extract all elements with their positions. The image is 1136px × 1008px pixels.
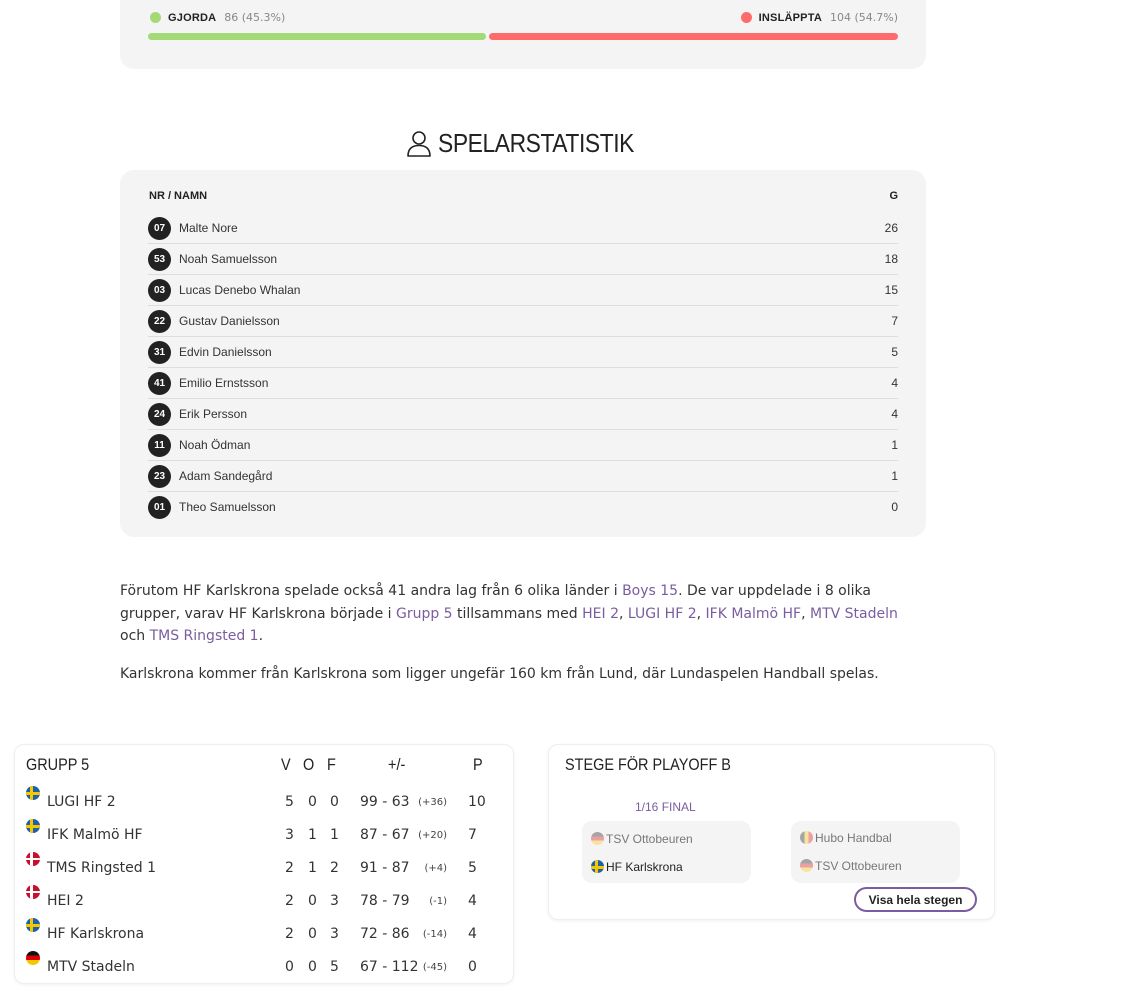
player-goals: 4 — [891, 407, 898, 421]
player-name: Erik Persson — [179, 407, 248, 421]
intro-text: och — [120, 628, 150, 644]
player-name: Theo Samuelsson — [179, 500, 276, 514]
group-table-row[interactable] — [26, 819, 513, 852]
column-header-losses: F — [327, 755, 336, 774]
column-header-wins: V — [281, 755, 291, 774]
points: 0 — [468, 959, 477, 975]
team-name[interactable]: IFK Malmö HF — [47, 827, 143, 843]
points: 10 — [468, 794, 486, 810]
team-name[interactable]: HF Karlskrona — [47, 926, 145, 942]
goal-diff: (+36) — [418, 797, 447, 808]
player-row — [148, 368, 898, 399]
score: 91 - 87 — [360, 860, 410, 876]
player-goals: 4 — [891, 376, 898, 390]
player-goals: 1 — [891, 469, 898, 483]
germany-flag-icon — [800, 859, 813, 872]
intro-text: . — [258, 628, 264, 644]
playoff-match[interactable] — [582, 821, 751, 883]
player-goals: 18 — [884, 252, 898, 266]
points: 7 — [468, 827, 477, 843]
column-header-name: NR / NAMN — [149, 190, 208, 202]
team-name[interactable]: MTV Stadeln — [47, 959, 135, 975]
player-name: Adam Sandegård — [179, 469, 273, 483]
location-paragraph: Karlskrona kommer från Karlskrona som ligger ungefär 160 km från Lund, där Lundaspelen Handball spelas. — [120, 666, 879, 682]
playoff-bracket-card — [548, 744, 995, 920]
player-number: 23 — [148, 465, 171, 488]
goals-scored-label: GJORDA — [168, 11, 217, 24]
intro-text: tillsammans med — [452, 605, 583, 622]
team-link[interactable]: MTV Stadeln — [810, 605, 898, 622]
person-icon — [406, 130, 432, 158]
goals-conceded-legend — [741, 11, 898, 24]
sweden-flag-icon — [26, 786, 40, 800]
player-goals: 15 — [884, 283, 898, 297]
team-name: TSV Ottobeuren — [815, 859, 902, 873]
player-goals: 1 — [891, 438, 898, 452]
wins: 0 — [285, 959, 294, 975]
group-table-header — [26, 755, 513, 779]
player-name: Noah Ödman — [179, 438, 251, 452]
player-row — [148, 492, 898, 522]
score: 67 - 112 — [360, 959, 419, 975]
player-number: 53 — [148, 248, 171, 271]
player-number: 03 — [148, 279, 171, 302]
sweden-flag-icon — [591, 860, 604, 873]
wins: 2 — [285, 860, 294, 876]
draws: 0 — [308, 959, 317, 975]
losses: 3 — [330, 926, 339, 942]
goals-scored-legend — [150, 11, 285, 24]
team-name: Hubo Handbal — [815, 831, 892, 845]
goal-diff: (+20) — [418, 830, 447, 841]
player-name: Noah Samuelsson — [179, 252, 278, 266]
player-stats-card — [120, 170, 926, 537]
score: 99 - 63 — [360, 794, 410, 810]
score: 72 - 86 — [360, 926, 410, 942]
goal-ratio-conceded-segment — [489, 33, 898, 40]
column-header-points: P — [473, 755, 483, 774]
losses: 3 — [330, 893, 339, 909]
conceded-dot-icon — [741, 12, 752, 23]
losses: 5 — [330, 959, 339, 975]
points: 4 — [468, 926, 477, 942]
intro-text: . De var uppdelade i 8 olika grupper, varav HF Karlskrona började i — [120, 583, 871, 622]
player-number: 07 — [148, 217, 171, 240]
group-link[interactable]: Grupp 5 — [395, 605, 453, 622]
playoff-title: STEGE FÖR PLAYOFF B — [565, 755, 731, 774]
player-row — [148, 399, 898, 430]
player-name: Emilio Ernstsson — [179, 376, 269, 390]
player-goals: 7 — [891, 314, 898, 328]
wins: 3 — [285, 827, 294, 843]
goal-diff: (-1) — [429, 896, 447, 907]
team-link[interactable]: TMS Ringsted 1 — [149, 628, 259, 644]
player-number: 41 — [148, 372, 171, 395]
goal-ratio-scored-segment — [148, 33, 486, 40]
player-row — [148, 244, 898, 275]
intro-text: , — [696, 605, 706, 622]
column-header-goals: G — [889, 190, 898, 202]
team-name[interactable]: LUGI HF 2 — [47, 794, 116, 810]
scored-dot-icon — [150, 12, 161, 23]
goals-conceded-label: INSLÄPPTA — [758, 11, 822, 24]
denmark-flag-icon — [26, 885, 40, 899]
group-table-row[interactable] — [26, 852, 513, 885]
losses: 2 — [330, 860, 339, 876]
wins: 5 — [285, 794, 294, 810]
intro-text: , — [801, 605, 811, 622]
draws: 0 — [308, 926, 317, 942]
group-table-row[interactable] — [26, 885, 513, 918]
player-name: Gustav Danielsson — [179, 314, 280, 328]
player-number: 31 — [148, 341, 171, 364]
column-header-draws: O — [303, 755, 315, 774]
group-table-row[interactable] — [26, 951, 513, 984]
player-stats-list — [148, 213, 898, 522]
column-header-goal-diff: +/- — [388, 755, 406, 774]
player-stats-title: SPELARSTATISTIK — [437, 128, 634, 158]
goal-ratio-bar — [148, 33, 898, 40]
player-row — [148, 275, 898, 306]
playoff-match[interactable] — [791, 821, 960, 883]
wins: 2 — [285, 893, 294, 909]
germany-flag-icon — [26, 951, 40, 965]
score: 87 - 67 — [360, 827, 410, 843]
goal-diff: (-45) — [422, 962, 447, 973]
player-name: Lucas Denebo Whalan — [179, 283, 301, 297]
points: 4 — [468, 893, 477, 909]
group-title[interactable]: GRUPP 5 — [26, 755, 90, 774]
team-name[interactable]: HEI 2 — [47, 893, 84, 909]
intro-text: , — [618, 605, 628, 622]
player-row — [148, 430, 898, 461]
losses: 1 — [330, 827, 339, 843]
class-link[interactable]: Boys 15 — [622, 583, 679, 599]
player-stats-header — [149, 190, 898, 202]
team-link[interactable]: LUGI HF 2 — [627, 605, 697, 622]
intro-text: Förutom HF Karlskrona spelade också 41 andra lag från 6 olika länder i — [120, 583, 623, 599]
round-label: 1/16 FINAL — [635, 800, 696, 814]
player-number: 24 — [148, 403, 171, 426]
team-name: TSV Ottobeuren — [606, 832, 693, 846]
player-number: 22 — [148, 310, 171, 333]
player-goals: 0 — [891, 500, 898, 514]
goals-scored-value: 86 (45.3%) — [224, 11, 286, 24]
team-link[interactable]: HEI 2 — [582, 605, 619, 622]
intro-paragraph — [120, 580, 926, 648]
player-number: 01 — [148, 496, 171, 519]
team-name[interactable]: TMS Ringsted 1 — [47, 860, 156, 876]
player-goals: 5 — [891, 345, 898, 359]
show-full-bracket-button[interactable]: Visa hela stegen — [854, 887, 977, 912]
goal-diff: (+4) — [424, 863, 447, 874]
draws: 1 — [308, 860, 317, 876]
player-number: 11 — [148, 434, 171, 457]
draws: 0 — [308, 893, 317, 909]
losses: 0 — [330, 794, 339, 810]
player-name: Malte Nore — [179, 221, 238, 235]
sweden-flag-icon — [26, 918, 40, 932]
group-table-row[interactable] — [26, 786, 513, 819]
group-table-row[interactable] — [26, 918, 513, 951]
goal-summary-card — [120, 0, 926, 69]
draws: 1 — [308, 827, 317, 843]
player-stats-heading — [0, 128, 1046, 159]
player-goals: 26 — [884, 221, 898, 235]
wins: 2 — [285, 926, 294, 942]
player-row — [148, 337, 898, 368]
group-table-card — [14, 744, 514, 984]
points: 5 — [468, 860, 477, 876]
germany-flag-icon — [591, 832, 604, 845]
sweden-flag-icon — [26, 819, 40, 833]
team-link[interactable]: IFK Malmö HF — [705, 605, 802, 622]
denmark-flag-icon — [26, 852, 40, 866]
player-name: Edvin Danielsson — [179, 345, 272, 359]
draws: 0 — [308, 794, 317, 810]
player-row — [148, 461, 898, 492]
goal-diff: (-14) — [422, 929, 447, 940]
score: 78 - 79 — [360, 893, 410, 909]
goals-conceded-value: 104 (54.7%) — [829, 11, 898, 24]
player-row — [148, 306, 898, 337]
belgium-flag-icon — [800, 831, 813, 844]
player-row — [148, 213, 898, 244]
team-name: HF Karlskrona — [606, 860, 683, 874]
